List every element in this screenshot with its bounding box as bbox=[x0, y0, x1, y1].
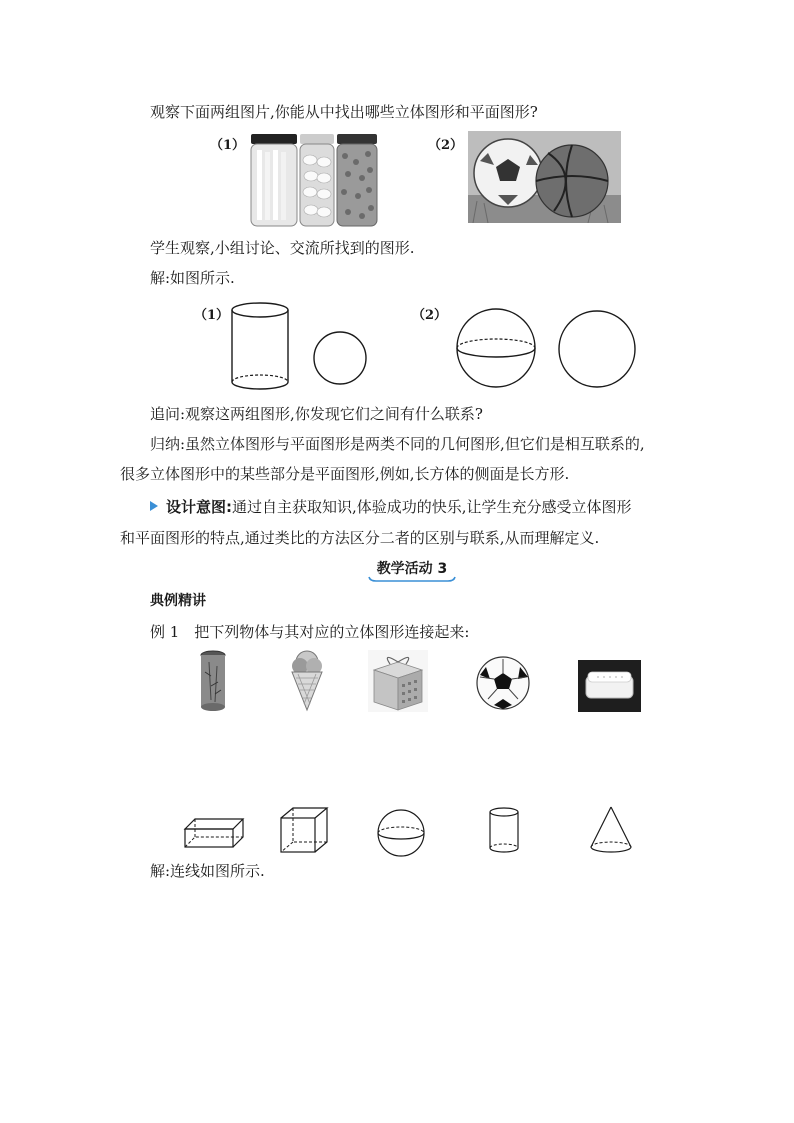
solution-text-1: 解:如图所示. bbox=[150, 269, 235, 287]
cylinder-diagram-small bbox=[487, 806, 521, 854]
cube-diagram bbox=[279, 806, 329, 854]
balls-photo bbox=[468, 131, 621, 223]
gift-box-photo bbox=[368, 650, 428, 712]
summary-line-2: 很多立体图形中的某些部分是平面图形,例如,长方体的侧面是长方形. bbox=[120, 465, 570, 483]
circle-diagram-1 bbox=[312, 330, 368, 386]
rectangular-prism-diagram bbox=[183, 815, 245, 851]
bamboo-vase-photo bbox=[199, 650, 227, 712]
triangle-bullet-icon bbox=[150, 501, 158, 511]
summary-line-1: 归纳:虽然立体图形与平面图形是两类不同的几何图形,但它们是相互联系的, bbox=[150, 435, 645, 453]
circle-diagram-2 bbox=[556, 308, 638, 390]
solution-text-2: 解:连线如图所示. bbox=[150, 862, 265, 880]
example-text: 例 1 把下列物体与其对应的立体图形连接起来: bbox=[150, 623, 470, 641]
cylinder-diagram bbox=[228, 300, 292, 394]
diagram-label-2: （2） bbox=[412, 308, 448, 323]
photo-group-label-1: （1） bbox=[210, 138, 246, 153]
design-intent-line-1 bbox=[150, 497, 632, 517]
design-intent-line-2: 和平面图形的特点,通过类比的方法区分二者的区别与联系,从而理解定义. bbox=[120, 529, 600, 547]
cone-diagram bbox=[588, 805, 634, 855]
soap-box-photo bbox=[578, 660, 641, 712]
sphere-diagram-small bbox=[375, 808, 427, 858]
ice-cream-photo bbox=[286, 648, 328, 712]
question-text: 观察下面两组图片,你能从中找出哪些立体图形和平面图形? bbox=[150, 103, 538, 121]
example-heading: 典例精讲 bbox=[150, 593, 206, 609]
jars-photo bbox=[248, 132, 380, 228]
followup-question: 追问:观察这两组图形,你发现它们之间有什么联系? bbox=[150, 405, 483, 423]
photo-group-label-2: （2） bbox=[428, 138, 464, 153]
sphere-diagram bbox=[454, 306, 538, 390]
student-observe-text: 学生观察,小组讨论、交流所找到的图形. bbox=[150, 239, 415, 257]
soccer-ball-photo bbox=[474, 655, 532, 711]
diagram-label-1: （1） bbox=[194, 308, 230, 323]
section-title: 教学活动 3 bbox=[376, 561, 448, 577]
section-underline bbox=[368, 576, 456, 582]
design-intent-label: 设计意图: bbox=[166, 498, 232, 516]
design-intent-text-1: 通过自主获取知识,体验成功的快乐,让学生充分感受立体图形 bbox=[232, 498, 632, 516]
